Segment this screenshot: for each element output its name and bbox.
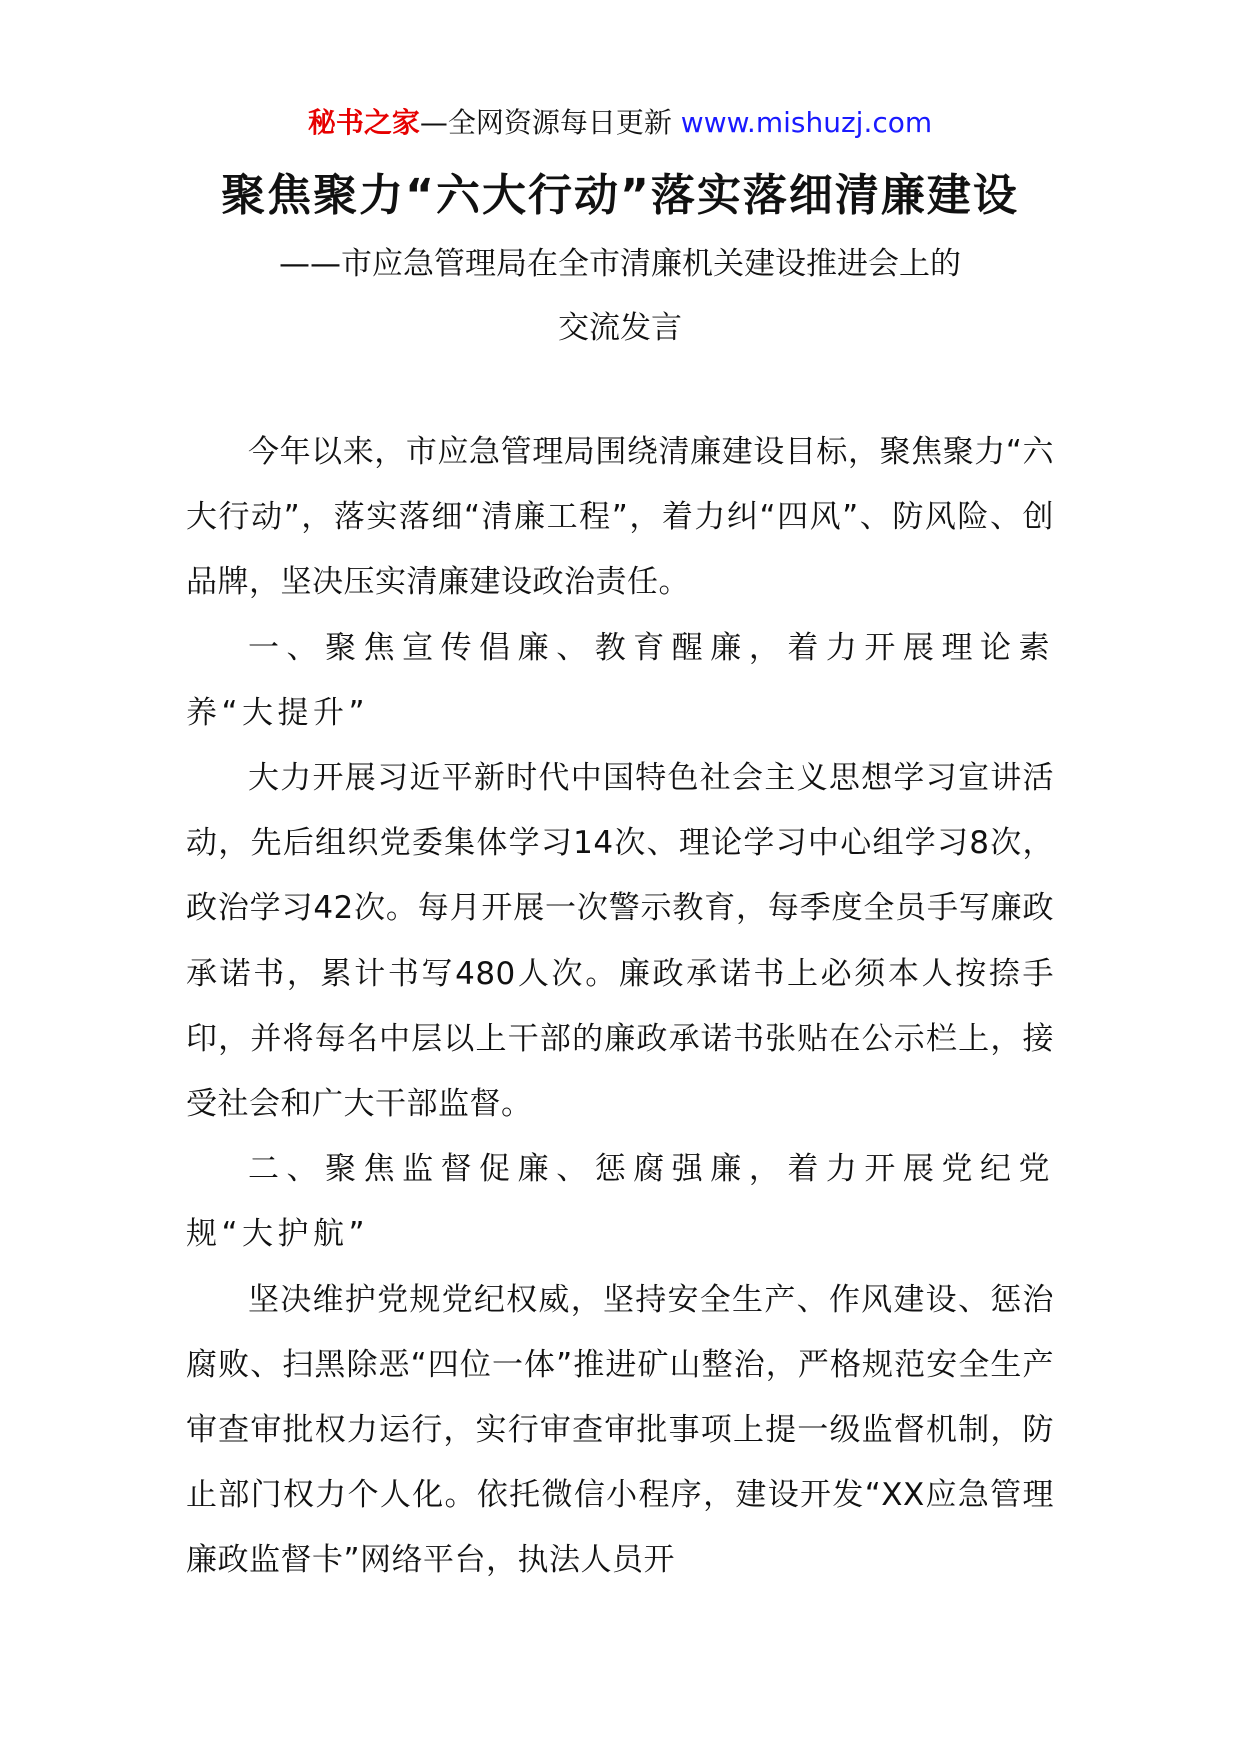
body-paragraph-1: 大力开展习近平新时代中国特色社会主义思想学习宣讲活动，先后组织党委集体学习14次、理论学习中心组学习8次，政治学习42次。每月开展一次警示教育，每季度全员手写廉政承诺书，累计书写480人次。廉政承诺书上必须本人按捺手印，并将每名中层以上干部的廉政承诺书张贴在公示栏上，接受社会和广大干部监督。 [186,760,1054,1123]
brand-name: 秘书之家 [307,106,420,139]
header-slogan: —全网资源每日更新 [419,106,672,139]
section-heading-1: 一、聚焦宣传倡廉、教育醒廉，着力开展理论素养“大提升” [186,629,1054,731]
subtitle-line-2: 交流发言 [558,310,682,346]
document-subtitle [0,232,1240,360]
document-title: 聚焦聚力“六大行动”落实落细清廉建设 [221,170,1019,221]
body-paragraph-2: 坚决维护党规党纪权威，坚持安全生产、作风建设、惩治腐败、扫黑除恶“四位一体”推进矿山整治，严格规范安全生产审查审批权力运行，实行审查审批事项上提一级监督机制，防止部门权力个人化。依托微信小程序，建设开发“XX应急管理廉政监督卡”网络平台，执法人员开 [186,1281,1054,1579]
section-heading-2: 二、聚焦监督促廉、惩腐强廉，着力开展党纪党规“大护航” [186,1151,1054,1253]
site-header [0,103,1240,143]
subtitle-line-1: ——市应急管理局在全市清廉机关建设推进会上的 [279,246,961,282]
body-paragraph-intro: 今年以来，市应急管理局围绕清廉建设目标，聚焦聚力“六大行动”，落实落细“清廉工程”，着力纠“四风”、防风险、创品牌，坚决压实清廉建设政治责任。 [186,434,1054,601]
document-body [186,420,1054,1594]
site-url-link[interactable]: www.mishuzj.com [680,106,933,139]
